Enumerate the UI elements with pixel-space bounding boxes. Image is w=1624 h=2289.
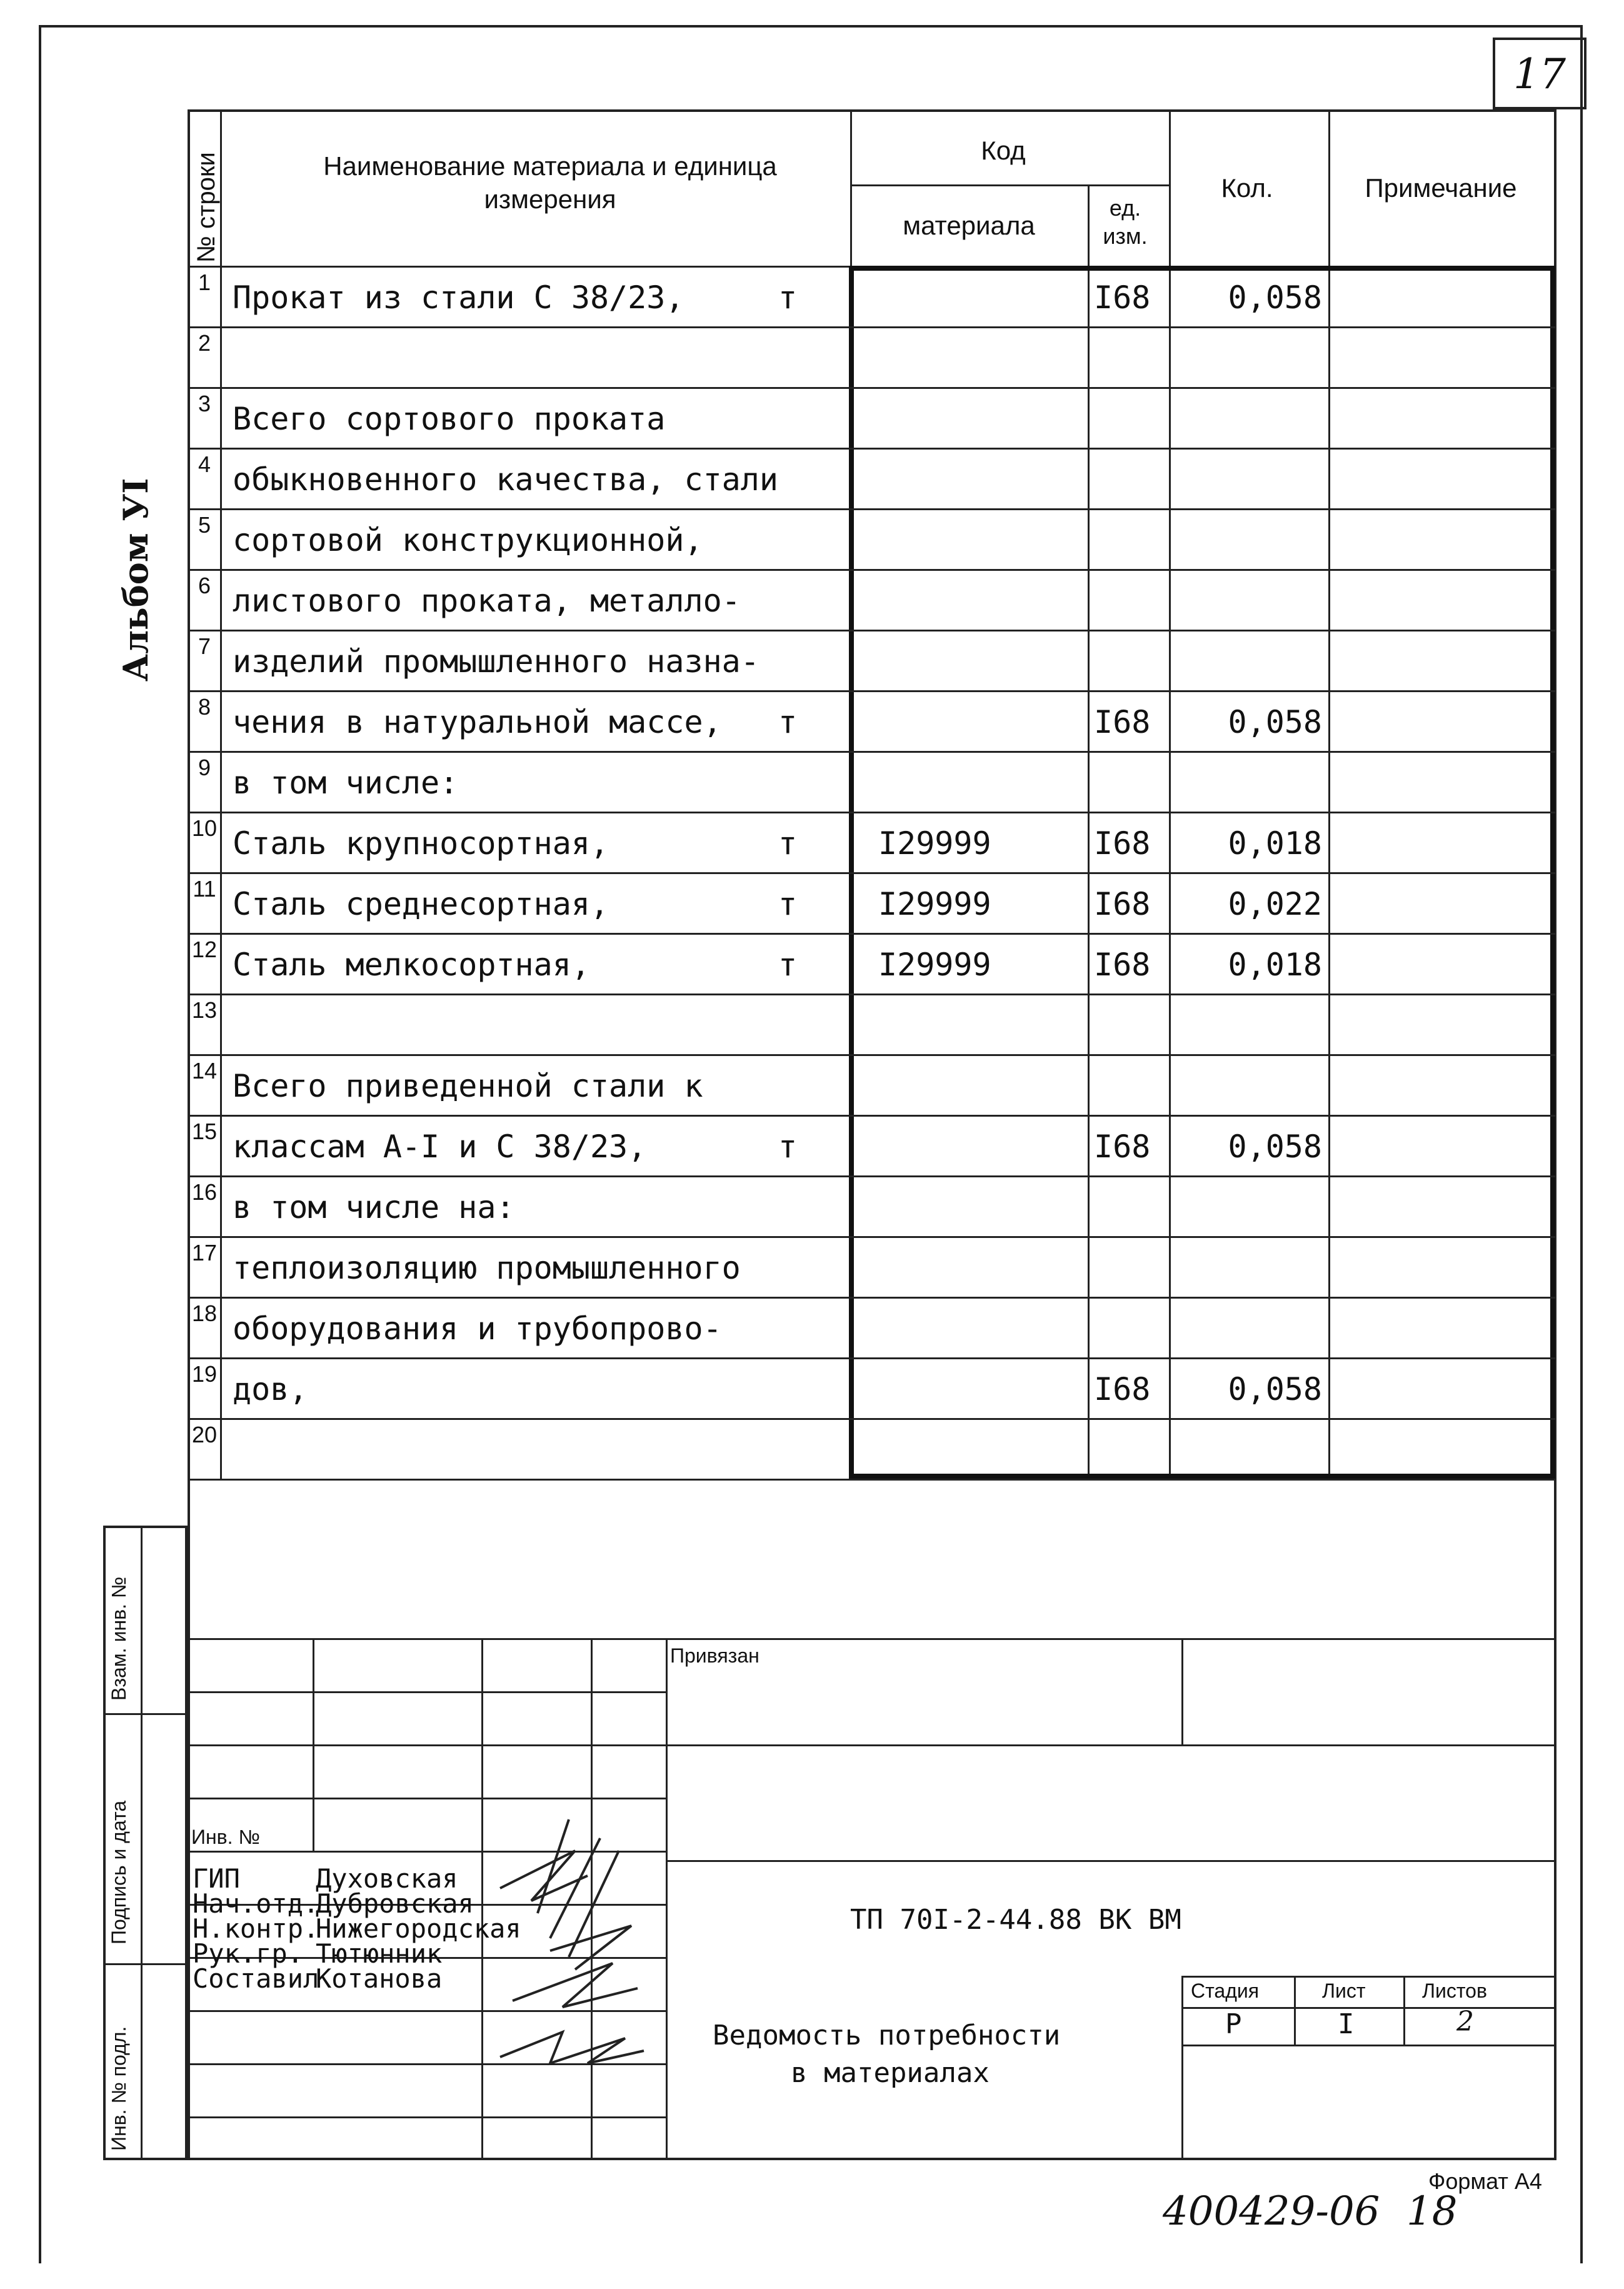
- sheet-label: Лист: [1322, 1980, 1366, 2002]
- sheets-label: Листов: [1422, 1980, 1487, 2002]
- doc-title-line1: Ведомость потребности: [713, 2020, 1061, 2051]
- row-number: 9: [198, 755, 211, 780]
- row-text: Прокат из стали С 38/23,: [233, 279, 684, 316]
- footer-page: 18: [1406, 2188, 1458, 2235]
- stage-value: Р: [1225, 2008, 1242, 2040]
- row-text: Сталь мелкосортная,: [233, 947, 590, 983]
- row-text: листового проката, металло-: [233, 583, 741, 619]
- row-number: 15: [191, 1119, 218, 1144]
- row-text: теплоизоляцию промышленного: [233, 1250, 741, 1286]
- format-label: Формат А4: [1428, 2168, 1542, 2194]
- row-quantity: 0,058: [1228, 704, 1322, 740]
- sheet-value: I: [1338, 2008, 1355, 2040]
- side-label-vzam: Взам. инв. №: [108, 1576, 130, 1701]
- footer-number: 400429-06: [1163, 2188, 1380, 2235]
- row-quantity: 0,058: [1228, 279, 1322, 316]
- row-unit: т: [778, 1129, 798, 1165]
- row-unit-code: I68: [1094, 1371, 1151, 1407]
- row-text: в том числе на:: [233, 1189, 515, 1225]
- inv-no-label: Инв. №: [191, 1826, 260, 1848]
- row-unit: т: [778, 279, 798, 316]
- row-text: изделий промышленного назна-: [233, 643, 759, 680]
- row-unit-code: I68: [1094, 825, 1151, 862]
- doc-code: ТП 70I-2-44.88 ВК ВМ: [850, 1904, 1181, 1936]
- row-unit: т: [778, 825, 798, 862]
- row-unit-code: I68: [1094, 886, 1151, 922]
- row-text: Сталь среднесортная,: [233, 886, 609, 922]
- row-number: 10: [191, 815, 218, 841]
- signatory-role: Составил: [193, 1963, 319, 1994]
- signatory-role: Рук.гр.: [193, 1938, 304, 1969]
- row-material-code: I29999: [878, 886, 991, 922]
- row-material-code: I29999: [878, 947, 991, 983]
- signatory-name: Нижегородская: [316, 1913, 521, 1944]
- doc-title-line2: в материалах: [791, 2057, 990, 2089]
- row-quantity: 0,022: [1228, 886, 1322, 922]
- row-number: 1: [198, 269, 211, 295]
- row-text: сортовой конструкционной,: [233, 522, 703, 558]
- album-label: Альбом УI: [116, 478, 156, 682]
- row-number: 6: [198, 573, 211, 598]
- row-text: дов,: [233, 1371, 308, 1407]
- row-text: обыкновенного качества, стали: [233, 461, 778, 498]
- signatory-role: Нач.отд.: [193, 1888, 319, 1919]
- row-text: оборудования и трубопрово-: [233, 1311, 722, 1347]
- row-text: Всего приведенной стали к: [233, 1068, 703, 1104]
- header-qty: Кол.: [1221, 173, 1273, 203]
- row-number: 4: [198, 451, 211, 477]
- row-number: 11: [193, 876, 216, 902]
- row-material-code: I29999: [878, 825, 991, 862]
- header-code: Код: [981, 136, 1026, 165]
- row-text: Всего сортового проката: [233, 401, 666, 437]
- row-number: 20: [191, 1422, 218, 1447]
- row-unit-code: I68: [1094, 279, 1151, 316]
- header-name: Наименование материала и единица измерения: [323, 151, 777, 214]
- header-note: Примечание: [1365, 173, 1517, 203]
- row-unit-code: I68: [1094, 947, 1151, 983]
- signatory-name: Духовская: [316, 1863, 458, 1894]
- signatory-name: Дубровская: [316, 1888, 474, 1919]
- header-code-material: материала: [903, 211, 1035, 240]
- signatory-role: ГИП: [193, 1863, 240, 1894]
- row-number: 8: [198, 694, 211, 720]
- page-number: 17: [1493, 38, 1586, 109]
- privyazan-label: Привязан: [670, 1644, 759, 1667]
- row-number: 13: [191, 997, 218, 1023]
- row-unit-code: I68: [1094, 1129, 1151, 1165]
- row-text: классам А-I и С 38/23,: [233, 1129, 647, 1165]
- row-number: 12: [191, 937, 218, 962]
- row-text: чения в натуральной массе,: [233, 704, 722, 740]
- side-label-inv: Инв. № подл.: [108, 2026, 130, 2151]
- row-number: 19: [191, 1361, 218, 1387]
- row-number: 18: [191, 1300, 218, 1326]
- row-quantity: 0,018: [1228, 825, 1322, 862]
- row-number: 14: [191, 1058, 218, 1084]
- side-label-podpis: Подпись и дата: [108, 1800, 130, 1944]
- row-quantity: 0,058: [1228, 1129, 1322, 1165]
- row-unit-code: I68: [1094, 704, 1151, 740]
- row-text: Сталь крупносортная,: [233, 825, 609, 862]
- row-number: 16: [191, 1179, 218, 1205]
- signatory-name: Котанова: [316, 1963, 443, 1994]
- header-code-unit: ед. изм.: [1103, 195, 1148, 249]
- sheets-value: 2: [1456, 2006, 1474, 2038]
- row-number: 17: [191, 1240, 218, 1265]
- row-number: 7: [198, 633, 211, 659]
- signatory-name: Тютюнник: [316, 1938, 443, 1969]
- row-unit: т: [778, 704, 798, 740]
- row-unit: т: [778, 886, 798, 922]
- row-quantity: 0,058: [1228, 1371, 1322, 1407]
- signatory-role: Н.контр.: [193, 1913, 319, 1944]
- row-quantity: 0,018: [1228, 947, 1322, 983]
- stage-label: Стадия: [1191, 1980, 1260, 2002]
- row-number: 5: [198, 512, 211, 538]
- header-row-no: № строки: [193, 152, 220, 263]
- row-number: 3: [198, 391, 211, 416]
- row-unit: т: [778, 947, 798, 983]
- row-text: в том числе:: [233, 765, 459, 801]
- signature-marks: [475, 1813, 675, 2088]
- row-number: 2: [198, 330, 211, 356]
